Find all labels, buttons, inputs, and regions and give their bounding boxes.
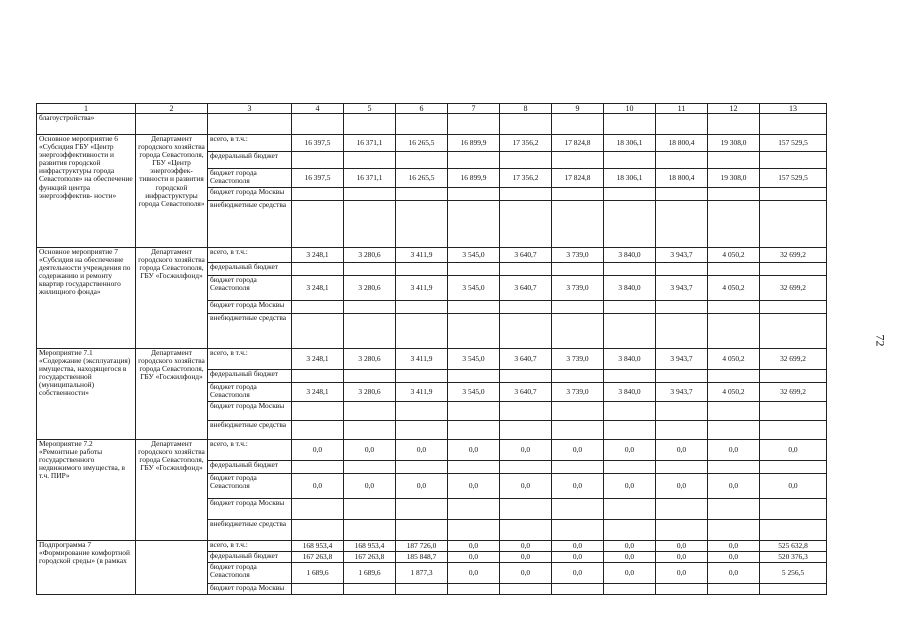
- amount-cell: [292, 201, 344, 248]
- budget-line-label: всего, в т.ч.:: [208, 135, 292, 152]
- amount-cell: 0,0: [448, 541, 500, 552]
- amount-cell: [656, 152, 708, 169]
- amount-cell: [552, 499, 604, 520]
- measure-executor: Департамент городского хозяйства города Севастополя, ГБУ «Госжилфонд»: [136, 440, 208, 541]
- amount-cell: [604, 201, 656, 248]
- amount-cell: [292, 402, 344, 421]
- amount-cell: [656, 461, 708, 474]
- amount-cell: 18 306,1: [604, 135, 656, 152]
- amount-cell: [656, 263, 708, 276]
- amount-cell: 0,0: [292, 440, 344, 461]
- column-number: 3: [208, 104, 292, 114]
- amount-cell: 1 877,3: [396, 563, 448, 584]
- amount-cell: 3 545,0: [448, 349, 500, 370]
- amount-cell: 16 265,5: [396, 135, 448, 152]
- amount-cell: 0,0: [604, 541, 656, 552]
- amount-cell: [448, 461, 500, 474]
- amount-cell: 0,0: [344, 440, 396, 461]
- amount-cell: 0,0: [708, 541, 760, 552]
- amount-cell: [760, 584, 827, 595]
- amount-cell: [344, 402, 396, 421]
- amount-cell: [656, 301, 708, 314]
- amount-cell: 16 265,5: [396, 169, 448, 188]
- column-number: 10: [604, 104, 656, 114]
- amount-cell: 3 411,9: [396, 248, 448, 263]
- amount-cell: [760, 461, 827, 474]
- amount-cell: 0,0: [396, 474, 448, 499]
- amount-cell: 32 699,2: [760, 276, 827, 301]
- amount-cell: [500, 152, 552, 169]
- amount-cell: [552, 461, 604, 474]
- amount-cell: [448, 152, 500, 169]
- amount-cell: [760, 263, 827, 276]
- amount-cell: 0,0: [760, 474, 827, 499]
- amount-cell: [396, 421, 448, 440]
- budget-line-label: бюджет города Москвы: [208, 301, 292, 314]
- amount-cell: [344, 263, 396, 276]
- amount-cell: [448, 584, 500, 595]
- amount-cell: [448, 421, 500, 440]
- budget-line-label: федеральный бюджет: [208, 552, 292, 563]
- amount-cell: 16 397,5: [292, 169, 344, 188]
- amount-cell: 3 943,7: [656, 276, 708, 301]
- column-number: 9: [552, 104, 604, 114]
- amount-cell: [344, 188, 396, 201]
- carry-over-text: благоустройства»: [37, 114, 136, 135]
- amount-cell: 1 689,6: [292, 563, 344, 584]
- budget-line-label: бюджет города Севастополя: [208, 474, 292, 499]
- amount-cell: 3 411,9: [396, 383, 448, 402]
- amount-cell: [656, 370, 708, 383]
- budget-line-label: федеральный бюджет: [208, 263, 292, 276]
- amount-cell: 0,0: [552, 474, 604, 499]
- amount-cell: 0,0: [708, 552, 760, 563]
- amount-cell: [396, 584, 448, 595]
- measure-executor: Департамент городского хозяйства города Севастополя, ГБУ «Центр энергоэффек- тивности и развития городской инфраструктуры города Севастополя»: [136, 135, 208, 248]
- amount-cell: [344, 370, 396, 383]
- budget-document: [36, 103, 826, 595]
- amount-cell: [500, 461, 552, 474]
- amount-cell: 0,0: [500, 474, 552, 499]
- amount-cell: 168 953,4: [292, 541, 344, 552]
- amount-cell: 3 739,0: [552, 383, 604, 402]
- amount-cell: [552, 263, 604, 276]
- budget-row: [37, 440, 827, 461]
- amount-cell: 0,0: [500, 440, 552, 461]
- amount-cell: 32 699,2: [760, 349, 827, 370]
- measure-name: Основное мероприятие 7 «Субсидия на обеспечение деятельности учреждения по содержанию и ремонту квартир государственного жилищного фонда»: [37, 248, 136, 349]
- budget-line-label: бюджет города Севастополя: [208, 383, 292, 402]
- amount-cell: [552, 201, 604, 248]
- amount-cell: 0,0: [500, 563, 552, 584]
- amount-cell: 5 256,5: [760, 563, 827, 584]
- column-number: 4: [292, 104, 344, 114]
- amount-cell: 0,0: [552, 552, 604, 563]
- amount-cell: [552, 421, 604, 440]
- amount-cell: 0,0: [604, 474, 656, 499]
- amount-cell: [656, 520, 708, 541]
- amount-cell: [760, 301, 827, 314]
- amount-cell: [760, 152, 827, 169]
- measure-executor: Департамент городского хозяйства города Севастополя, ГБУ «Госжилфонд»: [136, 349, 208, 440]
- amount-cell: 16 899,9: [448, 135, 500, 152]
- amount-cell: 3 280,6: [344, 349, 396, 370]
- amount-cell: [344, 201, 396, 248]
- amount-cell: 3 640,7: [500, 276, 552, 301]
- amount-cell: [708, 461, 760, 474]
- amount-cell: 0,0: [448, 440, 500, 461]
- amount-cell: 3 943,7: [656, 248, 708, 263]
- column-number: 7: [448, 104, 500, 114]
- budget-line-label: бюджет города Москвы: [208, 499, 292, 520]
- amount-cell: 3 280,6: [344, 276, 396, 301]
- amount-cell: [604, 301, 656, 314]
- amount-cell: 4 050,2: [708, 276, 760, 301]
- amount-cell: [604, 188, 656, 201]
- amount-cell: [760, 402, 827, 421]
- amount-cell: 18 800,4: [656, 135, 708, 152]
- amount-cell: [448, 314, 500, 349]
- amount-cell: 0,0: [500, 552, 552, 563]
- amount-cell: [344, 421, 396, 440]
- amount-cell: [656, 188, 708, 201]
- amount-cell: [552, 402, 604, 421]
- budget-line-label: внебюджетные средства: [208, 520, 292, 541]
- amount-cell: [708, 370, 760, 383]
- amount-cell: 4 050,2: [708, 383, 760, 402]
- amount-cell: 0,0: [552, 563, 604, 584]
- amount-cell: [604, 584, 656, 595]
- amount-cell: [448, 499, 500, 520]
- amount-cell: 32 699,2: [760, 248, 827, 263]
- amount-cell: [552, 520, 604, 541]
- amount-cell: [604, 520, 656, 541]
- amount-cell: [760, 520, 827, 541]
- amount-cell: 18 306,1: [604, 169, 656, 188]
- amount-cell: 0,0: [552, 541, 604, 552]
- amount-cell: [500, 263, 552, 276]
- amount-cell: 0,0: [344, 474, 396, 499]
- column-number-row: [37, 104, 827, 114]
- amount-cell: 167 263,8: [292, 552, 344, 563]
- amount-cell: 3 248,1: [292, 248, 344, 263]
- amount-cell: 168 953,4: [344, 541, 396, 552]
- amount-cell: [760, 421, 827, 440]
- amount-cell: [292, 520, 344, 541]
- amount-cell: 3 248,1: [292, 349, 344, 370]
- amount-cell: 17 824,8: [552, 169, 604, 188]
- amount-cell: [708, 402, 760, 421]
- amount-cell: [396, 499, 448, 520]
- amount-cell: [656, 499, 708, 520]
- amount-cell: [292, 421, 344, 440]
- amount-cell: [396, 263, 448, 276]
- amount-cell: 0,0: [656, 552, 708, 563]
- amount-cell: 0,0: [708, 474, 760, 499]
- budget-line-label: всего, в т.ч.:: [208, 349, 292, 370]
- measure-executor: Департамент городского хозяйства города Севастополя, ГБУ «Госжилфонд»: [136, 248, 208, 349]
- amount-cell: [344, 461, 396, 474]
- amount-cell: 0,0: [448, 552, 500, 563]
- amount-cell: 0,0: [448, 563, 500, 584]
- budget-line-label: федеральный бюджет: [208, 370, 292, 383]
- amount-cell: [552, 152, 604, 169]
- amount-cell: 3 840,0: [604, 383, 656, 402]
- amount-cell: [344, 301, 396, 314]
- budget-line-label: всего, в т.ч.:: [208, 440, 292, 461]
- amount-cell: 3 640,7: [500, 383, 552, 402]
- amount-cell: 167 263,8: [344, 552, 396, 563]
- measure-name: Основное мероприятие 6 «Субсидия ГБУ «Центр энергоэффективности и развития городской инфраструктуры города Севастополя» на обеспечение функций центра энергоэффектив- ности»: [37, 135, 136, 248]
- column-number: 12: [708, 104, 760, 114]
- amount-cell: 3 739,0: [552, 248, 604, 263]
- amount-cell: 3 545,0: [448, 276, 500, 301]
- amount-cell: [292, 499, 344, 520]
- amount-cell: 0,0: [552, 440, 604, 461]
- amount-cell: [708, 314, 760, 349]
- amount-cell: 3 545,0: [448, 248, 500, 263]
- amount-cell: [552, 314, 604, 349]
- amount-cell: [604, 402, 656, 421]
- measure-name: Мероприятие 7.1 «Содержание (эксплуатация) имущества, находящегося в государственной (муниципальной) собственности»: [37, 349, 136, 440]
- column-number: 2: [136, 104, 208, 114]
- amount-cell: [604, 314, 656, 349]
- amount-cell: [656, 584, 708, 595]
- amount-cell: [604, 421, 656, 440]
- amount-cell: 3 411,9: [396, 349, 448, 370]
- amount-cell: 0,0: [448, 474, 500, 499]
- amount-cell: 18 800,4: [656, 169, 708, 188]
- amount-cell: [500, 301, 552, 314]
- amount-cell: 0,0: [396, 440, 448, 461]
- amount-cell: 3 739,0: [552, 349, 604, 370]
- amount-cell: 0,0: [604, 552, 656, 563]
- page-number: 72: [873, 334, 888, 347]
- measure-name: Мероприятие 7.2 «Ремонтные работы государственного недвижимого имущества, в т.ч. ПИР»: [37, 440, 136, 541]
- budget-line-label: федеральный бюджет: [208, 461, 292, 474]
- amount-cell: 3 840,0: [604, 349, 656, 370]
- amount-cell: [760, 370, 827, 383]
- amount-cell: 3 411,9: [396, 276, 448, 301]
- amount-cell: [448, 201, 500, 248]
- amount-cell: [708, 421, 760, 440]
- amount-cell: 0,0: [656, 541, 708, 552]
- amount-cell: 0,0: [708, 563, 760, 584]
- budget-row: [37, 135, 827, 152]
- amount-cell: 3 280,6: [344, 248, 396, 263]
- budget-line-label: внебюджетные средства: [208, 201, 292, 248]
- amount-cell: 3 840,0: [604, 248, 656, 263]
- amount-cell: 16 371,1: [344, 169, 396, 188]
- amount-cell: [708, 152, 760, 169]
- amount-cell: 0,0: [656, 440, 708, 461]
- amount-cell: [448, 402, 500, 421]
- budget-line-label: бюджет города Москвы: [208, 402, 292, 421]
- amount-cell: [344, 152, 396, 169]
- amount-cell: 1 689,6: [344, 563, 396, 584]
- amount-cell: 520 376,3: [760, 552, 827, 563]
- amount-cell: [604, 499, 656, 520]
- column-number: 6: [396, 104, 448, 114]
- amount-cell: [656, 314, 708, 349]
- budget-row: [37, 349, 827, 370]
- amount-cell: 17 824,8: [552, 135, 604, 152]
- amount-cell: [760, 499, 827, 520]
- amount-cell: 3 943,7: [656, 383, 708, 402]
- amount-cell: [448, 188, 500, 201]
- amount-cell: 4 050,2: [708, 349, 760, 370]
- amount-cell: [344, 314, 396, 349]
- amount-cell: 157 529,5: [760, 169, 827, 188]
- amount-cell: [708, 188, 760, 201]
- amount-cell: [292, 263, 344, 276]
- amount-cell: 17 356,2: [500, 135, 552, 152]
- budget-line-label: бюджет города Москвы: [208, 584, 292, 595]
- amount-cell: 3 943,7: [656, 349, 708, 370]
- budget-line-label: бюджет города Севастополя: [208, 563, 292, 584]
- amount-cell: [656, 402, 708, 421]
- amount-cell: [604, 370, 656, 383]
- amount-cell: [760, 314, 827, 349]
- amount-cell: 3 545,0: [448, 383, 500, 402]
- measure-executor: [136, 541, 208, 595]
- amount-cell: [344, 499, 396, 520]
- subprogram-name: Подпрограмма 7 «Формирование комфортной городской среды» (в рамках: [37, 541, 136, 595]
- amount-cell: 525 632,8: [760, 541, 827, 552]
- budget-line-label: федеральный бюджет: [208, 152, 292, 169]
- amount-cell: [708, 263, 760, 276]
- budget-line-label: внебюджетные средства: [208, 314, 292, 349]
- column-number: 8: [500, 104, 552, 114]
- amount-cell: [708, 499, 760, 520]
- amount-cell: 16 899,9: [448, 169, 500, 188]
- amount-cell: [656, 201, 708, 248]
- column-number: 5: [344, 104, 396, 114]
- amount-cell: [500, 188, 552, 201]
- amount-cell: [292, 461, 344, 474]
- amount-cell: [500, 520, 552, 541]
- amount-cell: 16 397,5: [292, 135, 344, 152]
- amount-cell: [396, 402, 448, 421]
- column-number: 13: [760, 104, 827, 114]
- amount-cell: 0,0: [292, 474, 344, 499]
- amount-cell: [292, 314, 344, 349]
- amount-cell: 17 356,2: [500, 169, 552, 188]
- amount-cell: 0,0: [760, 440, 827, 461]
- amount-cell: [708, 201, 760, 248]
- amount-cell: [500, 201, 552, 248]
- amount-cell: [708, 520, 760, 541]
- amount-cell: [448, 263, 500, 276]
- amount-cell: [500, 402, 552, 421]
- amount-cell: [604, 461, 656, 474]
- amount-cell: [500, 314, 552, 349]
- amount-cell: [396, 152, 448, 169]
- amount-cell: 3 739,0: [552, 276, 604, 301]
- amount-cell: [500, 499, 552, 520]
- amount-cell: [448, 520, 500, 541]
- amount-cell: 0,0: [500, 541, 552, 552]
- budget-row: [37, 248, 827, 263]
- amount-cell: 0,0: [656, 474, 708, 499]
- amount-cell: [656, 421, 708, 440]
- amount-cell: 3 640,7: [500, 248, 552, 263]
- amount-cell: 3 840,0: [604, 276, 656, 301]
- amount-cell: [552, 188, 604, 201]
- carry-over-row: [37, 114, 827, 135]
- budget-line-label: внебюджетные средства: [208, 421, 292, 440]
- budget-line-label: бюджет города Севастополя: [208, 276, 292, 301]
- amount-cell: 32 699,2: [760, 383, 827, 402]
- amount-cell: [292, 584, 344, 595]
- amount-cell: 0,0: [708, 440, 760, 461]
- amount-cell: [396, 370, 448, 383]
- amount-cell: 157 529,5: [760, 135, 827, 152]
- budget-line-label: всего, в т.ч.:: [208, 541, 292, 552]
- amount-cell: [292, 301, 344, 314]
- column-number: 11: [656, 104, 708, 114]
- amount-cell: [760, 201, 827, 248]
- amount-cell: 3 640,7: [500, 349, 552, 370]
- amount-cell: [448, 370, 500, 383]
- amount-cell: [500, 584, 552, 595]
- amount-cell: 16 371,1: [344, 135, 396, 152]
- amount-cell: [552, 370, 604, 383]
- amount-cell: [760, 188, 827, 201]
- amount-cell: 187 726,0: [396, 541, 448, 552]
- amount-cell: [552, 301, 604, 314]
- amount-cell: 185 848,7: [396, 552, 448, 563]
- budget-line-label: бюджет города Севастополя: [208, 169, 292, 188]
- budget-row: [37, 541, 827, 552]
- amount-cell: 19 308,0: [708, 169, 760, 188]
- amount-cell: [396, 201, 448, 248]
- amount-cell: [500, 421, 552, 440]
- amount-cell: 3 248,1: [292, 383, 344, 402]
- amount-cell: [396, 461, 448, 474]
- amount-cell: [396, 301, 448, 314]
- amount-cell: [708, 301, 760, 314]
- amount-cell: [292, 370, 344, 383]
- amount-cell: [396, 520, 448, 541]
- budget-line-label: всего, в т.ч.:: [208, 248, 292, 263]
- amount-cell: [500, 370, 552, 383]
- amount-cell: [604, 152, 656, 169]
- amount-cell: [396, 314, 448, 349]
- amount-cell: [292, 152, 344, 169]
- amount-cell: [292, 188, 344, 201]
- amount-cell: 0,0: [604, 440, 656, 461]
- budget-line-label: бюджет города Москвы: [208, 188, 292, 201]
- amount-cell: [344, 584, 396, 595]
- amount-cell: [604, 263, 656, 276]
- amount-cell: 3 248,1: [292, 276, 344, 301]
- amount-cell: 3 280,6: [344, 383, 396, 402]
- amount-cell: [708, 584, 760, 595]
- amount-cell: 0,0: [604, 563, 656, 584]
- amount-cell: [552, 584, 604, 595]
- column-number: 1: [37, 104, 136, 114]
- amount-cell: [344, 520, 396, 541]
- budget-table: [36, 103, 827, 595]
- amount-cell: 19 308,0: [708, 135, 760, 152]
- amount-cell: 0,0: [656, 563, 708, 584]
- amount-cell: [396, 188, 448, 201]
- amount-cell: 4 050,2: [708, 248, 760, 263]
- amount-cell: [448, 301, 500, 314]
